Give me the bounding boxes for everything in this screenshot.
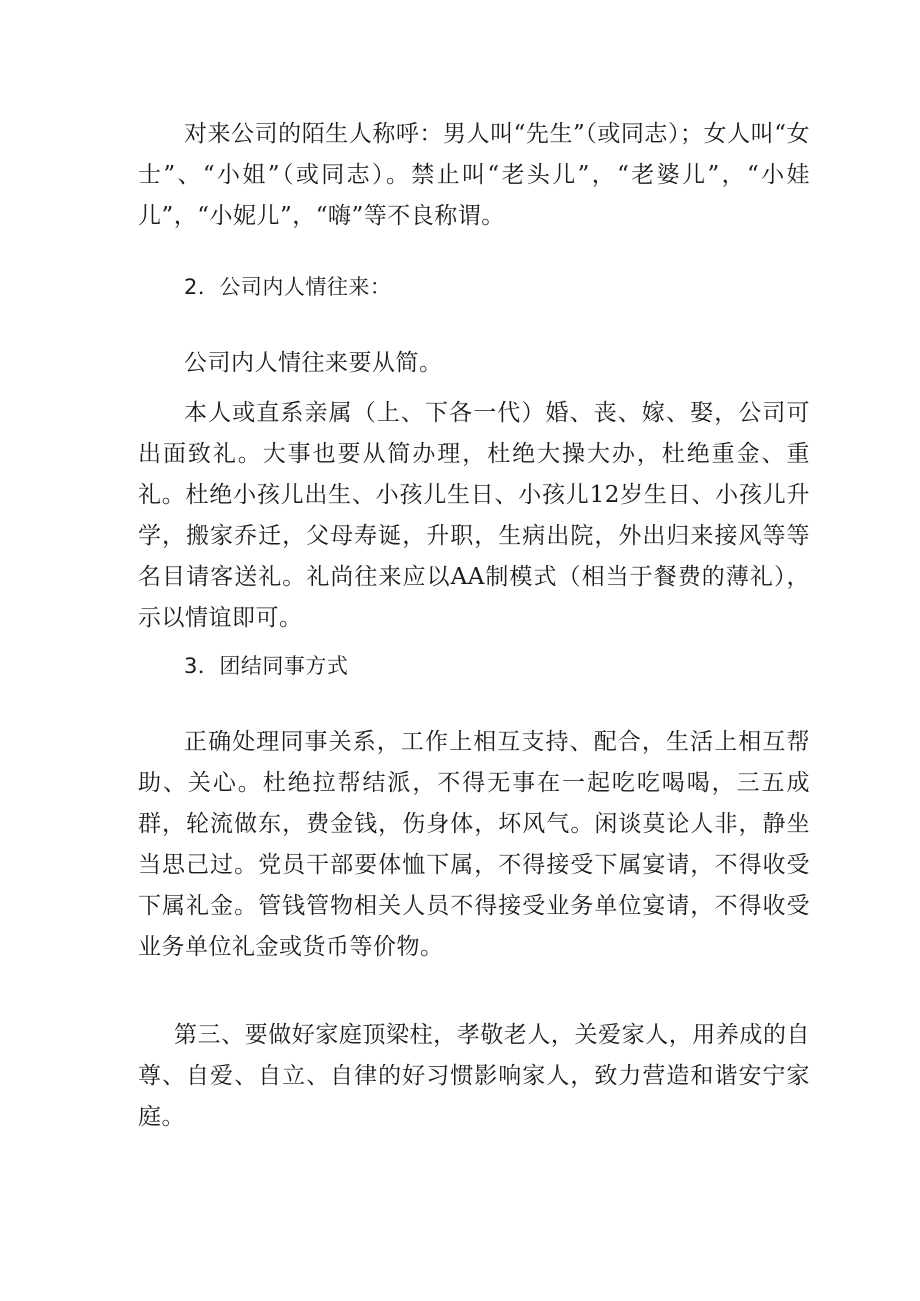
section-heading-2: 2．公司内人情往来： <box>184 275 392 299</box>
paragraph-address-strangers: 对来公司的陌生人称呼：男人叫“先生”（或同志）；女人叫“女士”、“小姐”（或同志）。禁止叫“老头儿”，“老婆儿”，“小娃儿”，“小妮儿”，“嗨”等不良称谓。 <box>138 121 810 229</box>
paragraph-colleague-relations: 正确处理同事关系，工作上相互支持、配合，生活上相互帮助、关心。杜绝拉帮结派，不得无事在一起吃吃喝喝，三五成群，轮流做东，费金钱，伤身体，坏风气。闲谈莫论人非，静坐当思己过。党员干部要体恤下属，不得接受下属宴请，不得收受下属礼金。管钱管物相关人员不得接受业务单位宴请，不得收受业务单位礼金或货币等价物。 <box>138 729 810 960</box>
paragraph-gifts-policy: 本人或直系亲属（上、下各一代）婚、丧、嫁、娶，公司可出面致礼。大事也要从简办理，杜绝大操大办，杜绝重金、重礼。杜绝小孩儿出生、小孩儿生日、小孩儿12岁生日、小孩儿升学，搬家乔迁，父母寿诞，升职，生病出院，外出归来接风等等名目请客送礼。礼尚往来应以AA制模式（相当于餐费的薄礼），示以情谊即可。 <box>138 400 810 631</box>
paragraph-family-pillar: 第三、要做好家庭顶梁柱，孝敬老人，关爱家人，用养成的自尊、自爱、自立、自律的好习惯影响家人，致力营造和谐安宁家庭。 <box>138 1022 810 1130</box>
paragraph-internal-relations: 公司内人情往来要从简。 <box>184 350 443 376</box>
section-heading-3: 3．团结同事方式 <box>184 654 349 678</box>
